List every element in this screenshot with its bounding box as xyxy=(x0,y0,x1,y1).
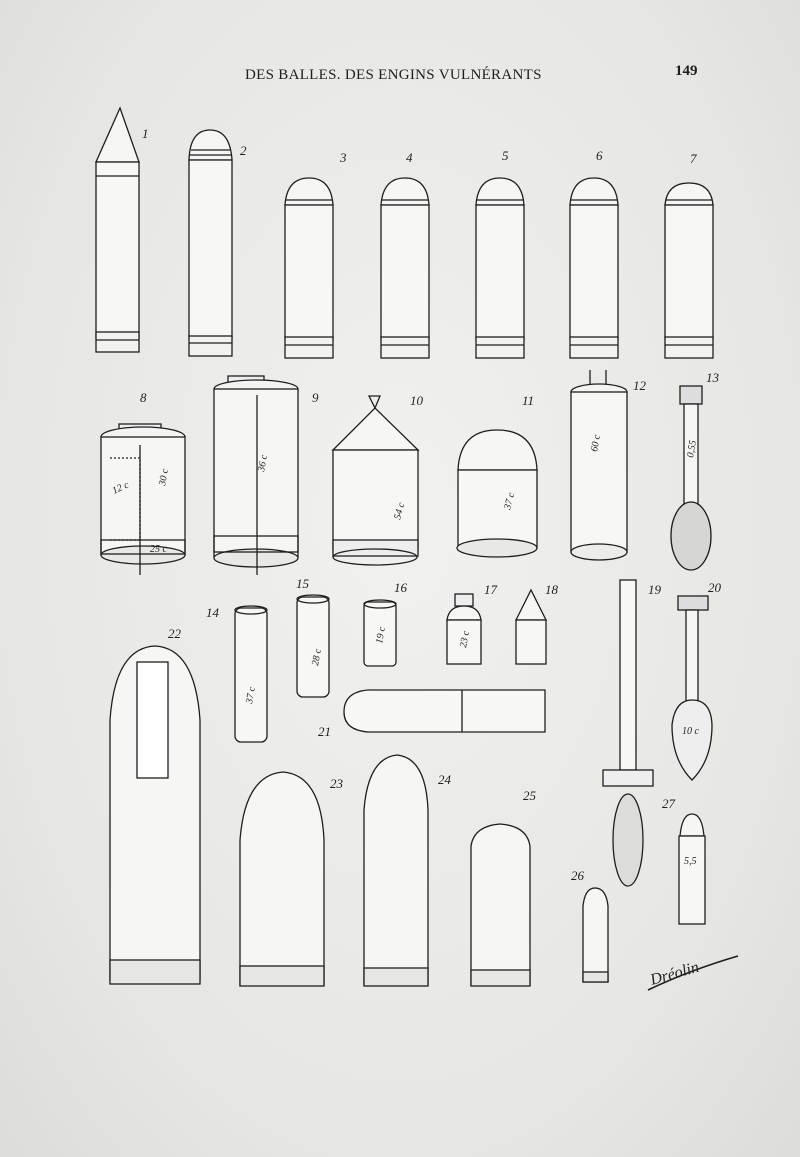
sectioned-shell-23 xyxy=(240,772,324,986)
fig-number-12: 12 xyxy=(633,378,646,393)
measure-11: 37 c xyxy=(502,491,518,511)
fig-number-25: 25 xyxy=(523,788,536,803)
measure-8a: 12 c xyxy=(110,479,131,497)
fig-number-18: 18 xyxy=(545,582,558,597)
fig-number-3: 3 xyxy=(340,150,347,165)
measure-10: 54 c xyxy=(392,501,408,521)
measure-27: 5,5 xyxy=(684,856,697,867)
hand-grenade-13 xyxy=(671,386,711,570)
running-head: DES BALLES. DES ENGINS VULNÉRANTS xyxy=(245,67,542,83)
fig-number-14: 14 xyxy=(206,605,219,620)
measure-13: 0,55 xyxy=(685,439,699,459)
measure-12: 60 c xyxy=(589,433,603,453)
fig-number-24: 24 xyxy=(438,772,451,787)
fig-number-7: 7 xyxy=(690,151,697,166)
bullet-26 xyxy=(583,888,608,982)
fig-number-11: 11 xyxy=(522,393,535,408)
fig-number-26: 26 xyxy=(571,868,584,883)
measure-15: 28 c xyxy=(310,647,324,667)
cartridge-1 xyxy=(96,108,139,352)
fig-number-17: 17 xyxy=(484,582,497,597)
fig-number-16: 16 xyxy=(394,580,407,595)
fig-number-2: 2 xyxy=(240,143,247,158)
cartridge-6 xyxy=(570,178,618,358)
cartridge-3 xyxy=(285,178,333,358)
fig-number-23: 23 xyxy=(330,776,343,791)
cartridge-4 xyxy=(381,178,429,358)
shell-17 xyxy=(447,594,481,664)
canister-9 xyxy=(214,376,298,575)
cartridge-7 xyxy=(665,183,713,358)
measure-16: 19 c xyxy=(374,625,388,645)
fig-number-15: 15 xyxy=(296,576,309,591)
measure-14: 37 c xyxy=(244,685,258,705)
measure-20: 10 c xyxy=(682,726,699,737)
measure-8c: 25 c xyxy=(150,544,167,555)
fig-number-5: 5 xyxy=(502,148,509,163)
canister-15 xyxy=(297,595,329,697)
canister-12 xyxy=(571,370,627,560)
fig-number-20: 20 xyxy=(708,580,721,595)
page-number: 149 xyxy=(675,63,698,79)
rifle-grenade-20 xyxy=(672,596,712,780)
fig-number-27: 27 xyxy=(662,796,675,811)
fig-number-22: 22 xyxy=(168,626,181,641)
fig-number-19: 19 xyxy=(648,582,661,597)
measure-8b: 30 c xyxy=(157,467,171,487)
fig-number-13: 13 xyxy=(706,370,719,385)
fig-number-6: 6 xyxy=(596,148,603,163)
cartridge-27 xyxy=(679,814,705,924)
case-shot-10 xyxy=(333,396,418,565)
fig-number-8: 8 xyxy=(140,390,147,405)
sectioned-shell-22 xyxy=(110,646,200,984)
shell-18 xyxy=(516,590,546,664)
canister-14 xyxy=(235,606,267,742)
sectioned-shell-24 xyxy=(364,755,428,986)
sectioned-shell-25 xyxy=(471,824,530,986)
rifle-grenade-19 xyxy=(603,580,653,886)
cartridge-2 xyxy=(189,130,232,356)
cartridge-5 xyxy=(476,178,524,358)
fig-number-21: 21 xyxy=(318,724,331,739)
fig-number-9: 9 xyxy=(312,390,319,405)
artist-signature: Dréolin xyxy=(648,958,701,989)
fig-number-4: 4 xyxy=(406,150,413,165)
canister-8 xyxy=(101,424,185,575)
canister-11 xyxy=(457,430,537,557)
measure-9: 36 c xyxy=(256,453,270,473)
fig-number-10: 10 xyxy=(410,393,423,408)
fig-number-1: 1 xyxy=(142,126,149,141)
measure-17: 23 c xyxy=(458,629,472,649)
torpedo-21 xyxy=(344,690,545,732)
